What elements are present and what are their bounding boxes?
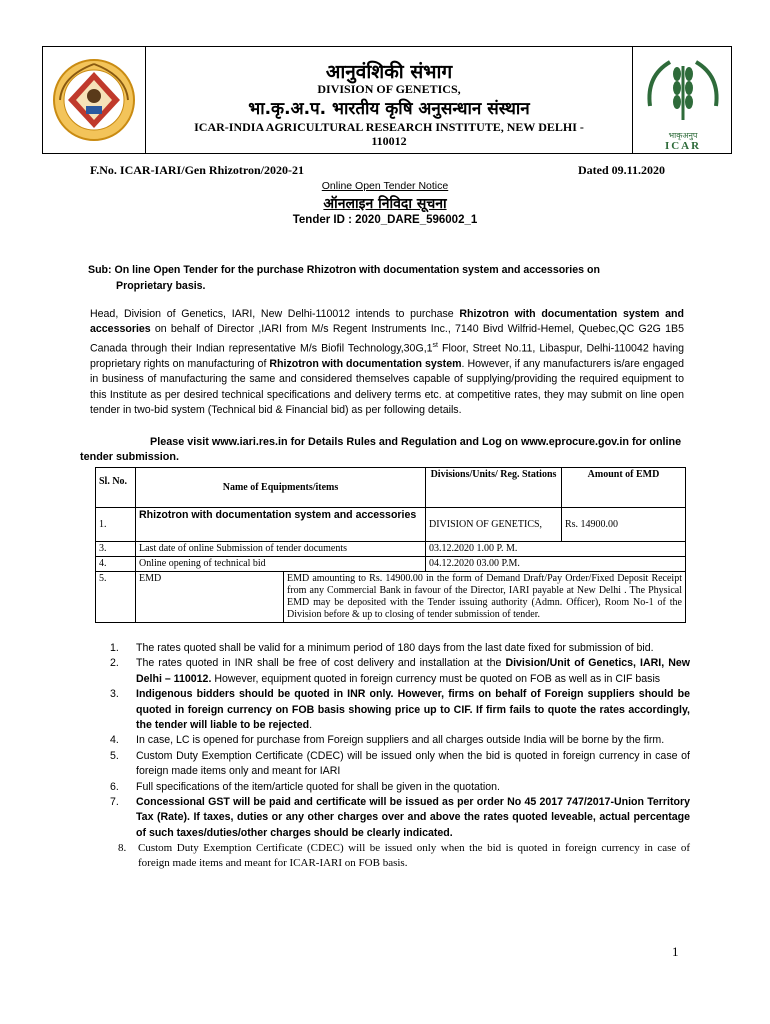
list-item: [100, 795, 690, 841]
row1-division: DIVISION OF GENETICS,: [426, 508, 562, 542]
icar-logo-hindi: भाकृअनुप: [668, 131, 698, 140]
institute-name-line2: 110012: [371, 134, 407, 148]
body-text-item2: Rhizotron with documentation system: [269, 357, 462, 370]
term-text: .: [309, 719, 313, 732]
term-number: 5.: [110, 749, 119, 762]
institute-name-english: [150, 120, 628, 148]
terms-list: [100, 641, 690, 871]
term-text: The rates quoted in INR shall be free of cost delivery and installation at the: [136, 657, 506, 670]
table-row: [96, 542, 686, 557]
notice-date: Dated 09.11.2020: [578, 163, 665, 177]
row4-value: 04.12.2020 03.00 P.M.: [426, 557, 686, 572]
term-text: The rates quoted shall be valid for a minimum period of 180 days from the last date fixed for submission of bid.: [136, 642, 654, 654]
please-visit-line2: tender submission.: [80, 451, 179, 463]
list-item: [100, 733, 690, 748]
row4-sl: 4.: [96, 557, 136, 572]
file-number: F.No. ICAR-IARI/Gen Rhizotron/2020-21: [90, 163, 305, 177]
term-text: Full specifications of the item/article quoted for shall be given in the quotation.: [136, 780, 500, 793]
header-division: Divisions/Units/ Reg. Stations: [426, 468, 562, 508]
term-text: Custom Duty Exemption Certificate (CDEC) will be issued only when the bid is quoted in foreign currency in case of foreign made items only and meant for IARI: [136, 749, 690, 778]
header-emd: Amount of EMD: [562, 468, 686, 508]
row4-name: Online opening of technical bid: [136, 557, 426, 572]
header-divider-right: [632, 46, 633, 154]
division-title-hindi: आनुवंशिकी संभाग: [325, 61, 453, 83]
row3-value: 03.12.2020 1.00 P. M.: [426, 542, 686, 557]
term-text-bold: Division/Unit of Genetics, IARI, New Delhi – 110012.: [136, 657, 691, 685]
term-number: 8.: [118, 842, 127, 855]
list-item: [100, 841, 690, 871]
list-item: [100, 687, 690, 733]
subject-line2: Proprietary basis.: [116, 280, 206, 292]
term-text-bold: Indigenous bidders should be quoted in INR only. However, firms on behalf of Foreign suppliers should be quoted in foreign currency on FOB basis showing price up to CIF. If firm fails to quote the rates accordingly, the tender will liable to be rejected: [136, 688, 690, 732]
iari-logo: [50, 56, 138, 144]
header-sl-no: Sl. No.: [96, 468, 136, 508]
term-number: 7.: [110, 796, 119, 809]
term-number: 6.: [110, 780, 119, 793]
term-text: Custom Duty Exemption Certificate (CDEC) will be issued only when the bid is quoted in foreign currency in case of foreign made items and meant for ICAR-IARI on FOB basis.: [138, 842, 690, 870]
row3-name: Last date of online Submission of tender documents: [136, 542, 426, 557]
list-item: [100, 749, 690, 780]
tender-id: Tender ID : 2020_DARE_596002_1: [292, 214, 478, 226]
institute-name-hindi: भा.कृ.अ.प. भारतीय कृषि अनुसन्धान संस्थान: [248, 99, 530, 119]
page-number: 1: [672, 944, 679, 959]
header-name: Name of Equipments/items: [136, 468, 426, 508]
wheat-emblem-icon: [640, 56, 726, 126]
body-paragraph: [90, 307, 684, 418]
row1-sl: 1.: [96, 508, 136, 542]
tender-table: [95, 467, 686, 623]
body-text-f: . However, if any manufacturers is/are engaged in business of manufacturing the same and considered themselves capable of supplying/providing the required equipment to this Institute as per desired technical specifications and delivery terms etc. at competitive rates, they may submit on line open tender in two-bid system (Technical bid & Financial bid) as per following details.: [90, 357, 685, 416]
term-number: 3.: [110, 688, 119, 701]
term-text-bold: Concessional GST will be paid and certificate will be issued as per order No 45 2017 747/2017-Union Territory Tax (Rate). If taxes, duties or any other charges over and above the rates quoted leveable, actual percentage of such taxes/duties/other charges should be clearly indicated.: [136, 796, 690, 839]
term-number: 2.: [110, 657, 119, 670]
row5-sl: 5.: [96, 572, 136, 623]
institute-name-line1: ICAR-INDIA AGRICULTURAL RESEARCH INSTITUTE, NEW DELHI -: [194, 120, 584, 134]
icar-logo: [640, 56, 726, 152]
row5-value: EMD amounting to Rs. 14900.00 in the form of Demand Draft/Pay Order/Fixed Deposit Receipt from any Commercial Bank in favour of the Director, IARI payable at New Delhi . The Physical EMD may be deposited with the Tender issuing authority (Admn. Officer), Room No-1 of the Division before & up to closing of tender submission of tender.: [284, 572, 686, 623]
list-item: [100, 641, 690, 656]
term-text: In case, LC is opened for purchase from Foreign suppliers and all charges outside India will be borne by the firm.: [136, 734, 665, 747]
body-text-item: Rhizotron with documentation system and accessories: [90, 308, 684, 336]
term-number: 4.: [110, 734, 119, 747]
subject: [88, 262, 688, 294]
body-text-d: Floor, Street No.11, Libaspur, Delhi-110042 having proprietary rights on manufacturing of: [90, 342, 684, 370]
notice-title-hindi: ऑनलाइन निविदा सूचना: [323, 196, 447, 212]
table-header-row: [96, 468, 686, 508]
row5-name: EMD: [136, 572, 284, 623]
icar-logo-text: ICAR: [664, 140, 702, 152]
row1-emd: Rs. 14900.00: [562, 508, 686, 542]
subject-line1: Sub: On line Open Tender for the purchase Rhizotron with documentation system and accessories on: [88, 264, 600, 276]
body-text-sup: st: [432, 341, 438, 349]
table-row: [96, 508, 686, 542]
row3-sl: 3.: [96, 542, 136, 557]
list-item: [100, 656, 690, 687]
notice-title: Online Open Tender Notice: [321, 180, 449, 192]
row1-name: Rhizotron with documentation system and accessories: [136, 508, 426, 542]
body-text-a: Head, Division of Genetics, IARI, New Delhi-110012 intends to purchase: [90, 308, 460, 320]
division-title-english: DIVISION OF GENETICS,: [317, 82, 461, 96]
table-row: [96, 572, 686, 623]
body-text-c: on behalf of Director ,IARI from M/s Regent Instruments Inc., 7140 Bivd Wilfrid-Hemel, Quebec,QC G2G 1B5 Canada through their Indian representative M/s Biofil Technology,30G,1: [90, 323, 684, 355]
term-text: However, equipment quoted in foreign currency must be quoted on FOB as well as in CIF basis: [211, 672, 661, 685]
list-item: [100, 780, 690, 795]
please-visit-line1: Please visit www.iari.res.in for Details Rules and Regulation and Log on www.eprocure.gov.in for online: [150, 436, 682, 448]
term-number: 1.: [110, 642, 119, 654]
table-row: [96, 557, 686, 572]
